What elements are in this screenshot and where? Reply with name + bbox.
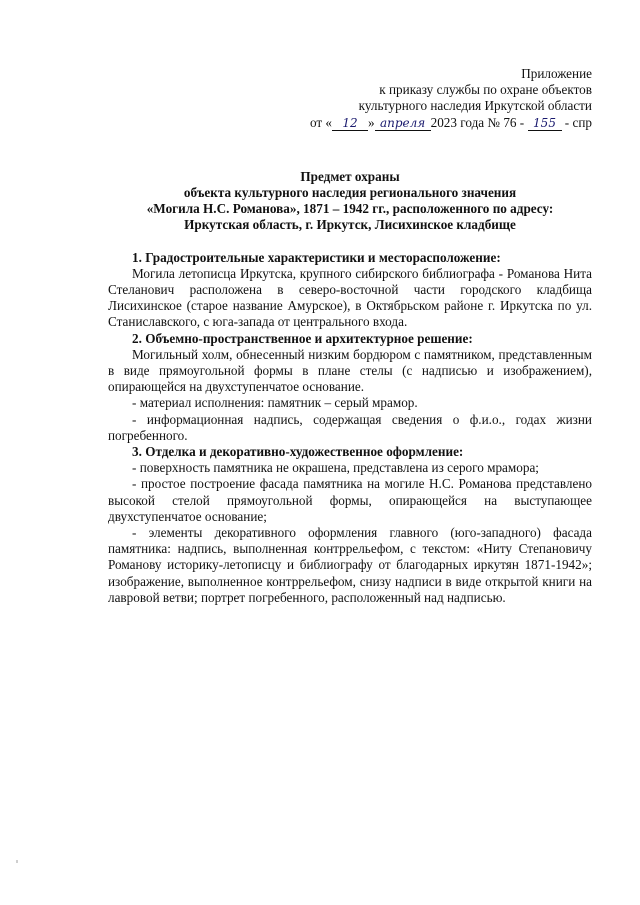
section-3-paragraph-2: - простое построение фасада памятника на могиле Н.С. Романова представлено высокой стелой прямоугольной формы, опирающейся на выступающее двухступенчатое основание; [108, 476, 592, 524]
annex-order-line: к приказу службы по охране объектов [379, 82, 592, 98]
annex-title: Приложение [521, 66, 592, 81]
section-2-paragraph-2: - материал исполнения: памятник – серый мрамор. [132, 395, 418, 411]
handwritten-day: 12 [332, 117, 368, 131]
annex-date-line [108, 115, 592, 131]
document-body [108, 250, 592, 606]
section-3-paragraph-3: - элементы декоративного оформления главного (юго-западного) фасада памятника: надпись, выполненная контррельефом, с текстом: «Ниту Степановичу Романову историку-летописцу и библиографу от благодарных иркутян 1871-1942»; изображение, выполненное контррельефом, снизу надписи в виде открытой книги на лавровой ветви; портрет погребенного, расположенный над надписью. [108, 525, 592, 605]
document-page [108, 66, 592, 606]
section-3-heading: 3. Отделка и декоративно-художественное оформление: [132, 444, 464, 460]
title-line-3: «Могила Н.С. Романова», 1871 – 1942 гг., расположенного по адресу: [146, 201, 554, 217]
date-quote-close: » [368, 114, 375, 130]
title-line-4: Иркутская область, г. Иркутск, Лисихинское кладбище [184, 217, 516, 233]
section-2-heading: 2. Объемно-пространственное и архитектурное решение: [132, 330, 473, 346]
annex-header [108, 66, 592, 131]
order-suffix: - спр [564, 114, 592, 130]
order-year-text: 2023 года № 76 - [430, 114, 525, 130]
section-3-paragraph-1: - поверхность памятника не окрашена, представлена из серого мрамора; [132, 460, 539, 476]
handwritten-month: апреля [375, 117, 431, 131]
annex-agency-line: культурного наследия Иркутской области [358, 98, 592, 114]
handwritten-order-number: 155 [528, 117, 562, 131]
date-prefix: от « [309, 114, 333, 130]
section-1-paragraph: Могила летописца Иркутска, крупного сибирского библиографа - Романова Нита Стеланович расположена в северо-восточной части городского кладбища Лисихинское (старое название Амурское), в Октябрьском районе г. Иркутска по ул. Станиславского, с юга-запада от центрального входа. [108, 265, 592, 330]
scan-mark [16, 860, 18, 863]
title-line-2: объекта культурного наследия регионального значения [183, 185, 517, 201]
section-2-paragraph-3: - информационная надпись, содержащая сведения о ф.и.о., годах жизни погребенного. [108, 411, 592, 443]
section-2-paragraph-1: Могильный холм, обнесенный низким бордюром с памятником, представленным в виде прямоугольной формы в плане стелы (с надписью и изображением), опирающейся на двухступенчатое основание. [108, 346, 592, 395]
title-line-1: Предмет охраны [300, 168, 400, 184]
document-title [108, 169, 592, 234]
section-1-heading: 1. Градостроительные характеристики и месторасположение: [132, 249, 501, 265]
